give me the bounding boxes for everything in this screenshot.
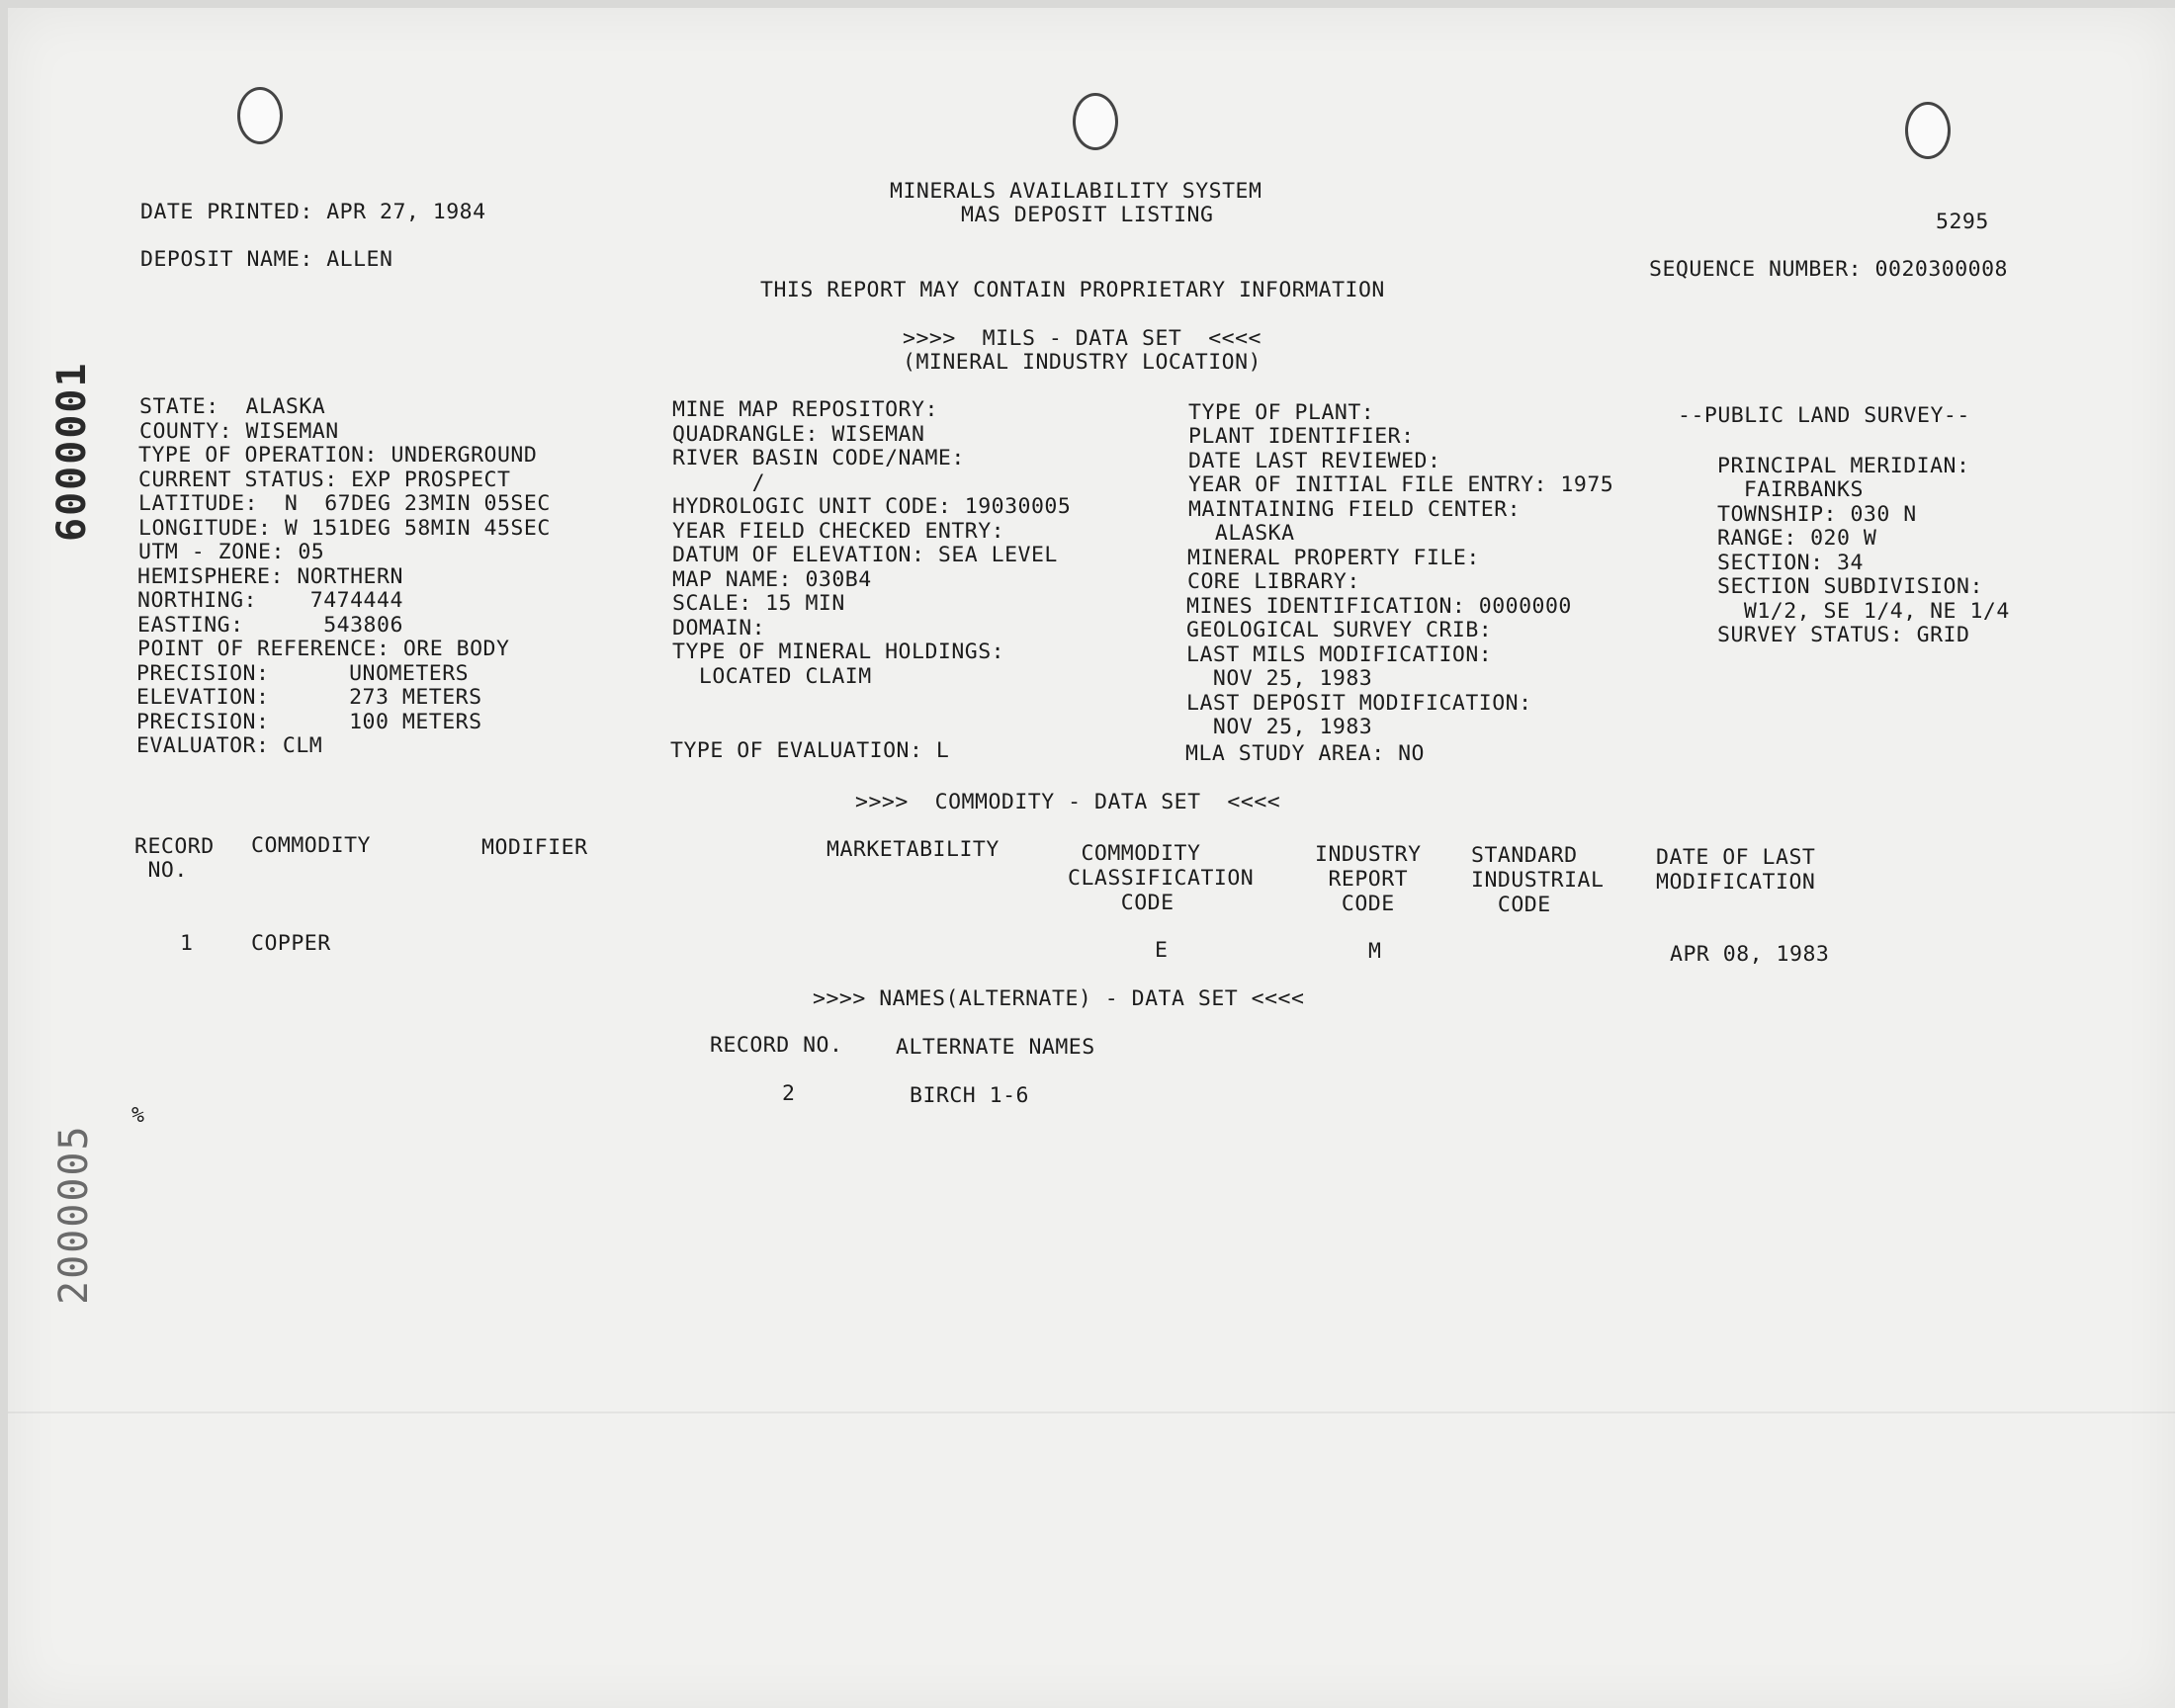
pls-line: SURVEY STATUS: GRID bbox=[1717, 623, 1970, 647]
mils-col3-line: MAINTAINING FIELD CENTER: bbox=[1188, 497, 1522, 522]
punch-hole-left bbox=[237, 87, 283, 144]
mils-col1-line: LONGITUDE: W 151DEG 58MIN 45SEC bbox=[138, 516, 551, 541]
mils-col3-line: MINES IDENTIFICATION: 0000000 bbox=[1186, 594, 1572, 619]
col-header-sic: STANDARD INDUSTRIAL CODE bbox=[1471, 843, 1605, 917]
proprietary-notice: THIS REPORT MAY CONTAIN PROPRIETARY INFORMATION bbox=[760, 278, 1385, 302]
col-header-alternate-names: ALTERNATE NAMES bbox=[896, 1035, 1095, 1060]
col-header-modifier: MODIFIER bbox=[481, 835, 588, 860]
mils-col1-line: STATE: ALASKA bbox=[139, 394, 326, 419]
film-number-bottom: 2000005 bbox=[51, 1124, 97, 1305]
mils-col3-line: LAST DEPOSIT MODIFICATION: bbox=[1186, 691, 1532, 716]
page-number: 5295 bbox=[1936, 210, 1989, 234]
col-header-names-record-no: RECORD NO. bbox=[710, 1033, 843, 1058]
sequence-number: SEQUENCE NUMBER: 0020300008 bbox=[1649, 257, 2008, 282]
mils-col3-line: GEOLOGICAL SURVEY CRIB: bbox=[1186, 618, 1493, 642]
mils-col1-line: POINT OF REFERENCE: ORE BODY bbox=[137, 637, 510, 661]
mils-col1-line: TYPE OF OPERATION: UNDERGROUND bbox=[138, 443, 538, 468]
cell-record-no: 1 bbox=[180, 931, 194, 956]
pls-line: SECTION SUBDIVISION: bbox=[1717, 574, 1983, 599]
percent-mark: % bbox=[131, 1103, 145, 1128]
col-header-record-no: RECORD NO. bbox=[134, 834, 215, 883]
punch-hole-right bbox=[1905, 102, 1951, 159]
mils-col2-line: SCALE: 15 MIN bbox=[672, 591, 845, 616]
mils-col3-line: MLA STUDY AREA: NO bbox=[1185, 741, 1425, 766]
cell-alternate-name: BIRCH 1-6 bbox=[910, 1083, 1029, 1108]
col-header-industry: INDUSTRY REPORT CODE bbox=[1315, 842, 1422, 916]
mils-col2-line: RIVER BASIN CODE/NAME: bbox=[672, 446, 965, 470]
pls-line: RANGE: 020 W bbox=[1717, 526, 1877, 551]
pls-line: FAIRBANKS bbox=[1717, 477, 1864, 502]
pls-line: TOWNSHIP: 030 N bbox=[1717, 502, 1917, 527]
listing-title: MAS DEPOSIT LISTING bbox=[961, 203, 1214, 227]
mils-col1-line: PRECISION: 100 METERS bbox=[136, 710, 482, 734]
pls-line: PRINCIPAL MERIDIAN: bbox=[1717, 454, 1970, 478]
names-heading: >>>> NAMES(ALTERNATE) - DATA SET <<<< bbox=[813, 986, 1305, 1011]
mils-col1-line: ELEVATION: 273 METERS bbox=[136, 685, 482, 710]
mils-col3-line: MINERAL PROPERTY FILE: bbox=[1187, 546, 1480, 570]
mils-col1-line: EVALUATOR: CLM bbox=[136, 733, 323, 758]
public-land-survey-heading: --PUBLIC LAND SURVEY-- bbox=[1678, 403, 1970, 428]
mils-col2-line: MAP NAME: 030B4 bbox=[672, 567, 872, 592]
col-header-classification: COMMODITY CLASSIFICATION CODE bbox=[1068, 841, 1255, 915]
mils-col2-line: TYPE OF MINERAL HOLDINGS: bbox=[672, 640, 1005, 664]
mils-col2-line: HYDROLOGIC UNIT CODE: 19030005 bbox=[672, 494, 1072, 519]
mils-col3-line: NOV 25, 1983 bbox=[1186, 666, 1373, 691]
mils-col2-line: YEAR FIELD CHECKED ENTRY: bbox=[672, 519, 1005, 544]
mils-heading: >>>> MILS - DATA SET <<<< bbox=[903, 326, 1262, 351]
system-title: MINERALS AVAILABILITY SYSTEM bbox=[890, 179, 1262, 204]
mils-col1-line: HEMISPHERE: NORTHERN bbox=[137, 564, 403, 589]
punch-hole-center bbox=[1073, 93, 1118, 150]
mils-col2-line: / bbox=[672, 470, 766, 495]
mils-col3-line: DATE LAST REVIEWED: bbox=[1188, 449, 1441, 473]
mils-col1-line: COUNTY: WISEMAN bbox=[139, 419, 339, 444]
commodity-heading: >>>> COMMODITY - DATA SET <<<< bbox=[855, 790, 1281, 814]
type-of-evaluation: TYPE OF EVALUATION: L bbox=[670, 738, 950, 763]
deposit-name: DEPOSIT NAME: ALLEN bbox=[140, 247, 393, 272]
pls-line: SECTION: 34 bbox=[1717, 551, 1864, 575]
mils-col3-line: PLANT IDENTIFIER: bbox=[1188, 424, 1415, 449]
mils-col3-line: LAST MILS MODIFICATION: bbox=[1186, 642, 1493, 667]
mils-col1-line: EASTING: 543806 bbox=[137, 613, 403, 638]
mils-subheading: (MINERAL INDUSTRY LOCATION) bbox=[903, 350, 1262, 375]
mils-col3-line: YEAR OF INITIAL FILE ENTRY: 1975 bbox=[1188, 472, 1614, 497]
mils-col3-line: ALASKA bbox=[1188, 521, 1295, 546]
cell-date-mod: APR 08, 1983 bbox=[1670, 942, 1830, 967]
mils-col3-line: TYPE OF PLANT: bbox=[1188, 400, 1375, 425]
cell-classification-code: E bbox=[1155, 938, 1169, 963]
pls-line: W1/2, SE 1/4, NE 1/4 bbox=[1717, 599, 2010, 624]
cell-commodity: COPPER bbox=[251, 931, 331, 956]
mils-col1-line: PRECISION: UNOMETERS bbox=[136, 661, 470, 686]
col-header-commodity: COMMODITY bbox=[251, 833, 371, 858]
cell-names-record-no: 2 bbox=[782, 1081, 796, 1106]
date-printed: DATE PRINTED: APR 27, 1984 bbox=[140, 200, 486, 224]
film-number-top: 6000001 bbox=[49, 361, 95, 542]
mils-col1-line: NORTHING: 7474444 bbox=[137, 588, 403, 613]
mils-col2-line: DATUM OF ELEVATION: SEA LEVEL bbox=[672, 543, 1058, 567]
page-crease bbox=[8, 1411, 2175, 1413]
cell-industry-code: M bbox=[1368, 939, 1382, 964]
col-header-date-mod: DATE OF LAST MODIFICATION bbox=[1656, 845, 1816, 895]
mils-col1-line: UTM - ZONE: 05 bbox=[138, 540, 325, 564]
mils-col1-line: LATITUDE: N 67DEG 23MIN 05SEC bbox=[138, 491, 551, 516]
mils-col3-line: NOV 25, 1983 bbox=[1186, 715, 1373, 739]
mils-col1-line: CURRENT STATUS: EXP PROSPECT bbox=[138, 468, 511, 492]
mils-col2-line: LOCATED CLAIM bbox=[672, 664, 872, 689]
mils-col2-line: QUADRANGLE: WISEMAN bbox=[672, 422, 925, 447]
mils-col2-line: MINE MAP REPOSITORY: bbox=[672, 397, 938, 422]
col-header-marketability: MARKETABILITY bbox=[826, 837, 1000, 862]
mils-col2-line: DOMAIN: bbox=[672, 616, 766, 640]
mils-col3-line: CORE LIBRARY: bbox=[1187, 569, 1360, 594]
